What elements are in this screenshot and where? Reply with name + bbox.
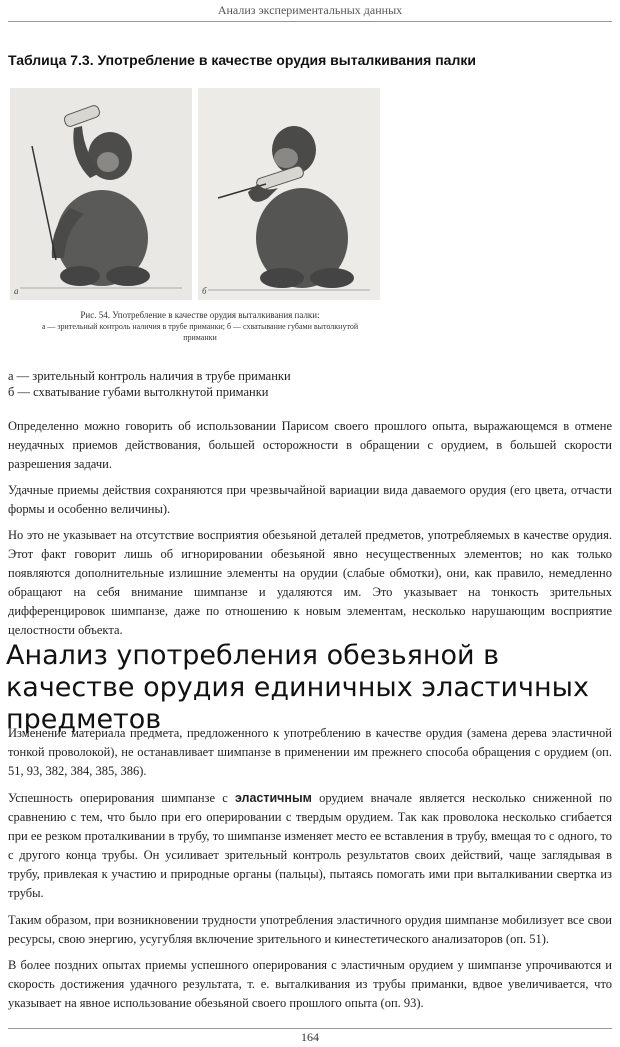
legend-item-b: б — схватывание губами вытолкнутой приманки [8, 385, 269, 399]
figure-legend [8, 368, 291, 400]
figure-caption-head: Рис. 54. Употребление в качестве орудия выталкивания палки: [80, 310, 320, 320]
paragraph-5 [8, 789, 612, 903]
footer-rule [8, 1028, 612, 1029]
paragraph-2: Удачные приемы действия сохраняются при чрезвычайной вариации вида даваемого орудия (его цвета, отчасти формы и особенно величины). [8, 483, 612, 516]
figure-panel-a [10, 88, 192, 300]
legend-item-a: а — зрительный контроль наличия в трубе приманки [8, 369, 291, 383]
paragraph-3: Но это не указывает на отсутствие восприятия обезьяной деталей предметов, употребляемых в качестве орудия. Этот факт говорит лишь об игнорировании обезьяной явно несущественных элементов; но как только появляются дополнительные излишние элементы на орудии (слабые обмотки), они, как правило, немедленно обращают на себя внимание шимпанзе и удаляются им. Это указывает на тонкость зрительных дифференцировок шимпанзе, даже по отношению к новым элементам, несколько нарушающим восприятие целостности объекта. [8, 528, 612, 637]
paragraph-7: В более поздних опытах приемы успешного оперирования с эластичным орудием у шимпанзе упрочиваются и скорость достижения удачного результата, т. е. выталкивания из трубы приманки, вдвое увеличивается, что указывает на явное использование обезьяной своего прошлого опыта (оп. 93). [8, 958, 612, 1010]
figure-panel-b [198, 88, 380, 300]
running-title: Анализ экспериментальных данных [217, 3, 403, 17]
page-number: 164 [301, 1030, 319, 1044]
paragraph-5-bold: эластичным [234, 791, 312, 805]
paragraph-5-rest: орудием вначале является несколько сниженной по сравнению с тем, что было при его оперировании с твердым орудием. Так как проволока несколько сгибается при ее резком проталкивании в трубу, то шимпанзе изменяет место ее вставления в трубу, вмещая то с одного, то с другого конца трубы. Он усиливает зрительный контроль результатов своих действий, чаще заглядывая в трубу, привлекая к участию и природные органы (пальцы), пытаясь помогать ими при выталкивании свертка из трубы. [8, 791, 613, 900]
paragraph-6: Таким образом, при возникновении трудности употребления эластичного орудия шимпанзе мобилизует все свои ресурсы, свою энергию, усугубляя включение зрительного и кинестетического анализаторов (оп. 51). [8, 913, 612, 946]
header-rule [8, 21, 612, 22]
table-title: Таблица 7.3. Употребление в качестве орудия выталкивания палки [8, 52, 476, 68]
chimpanzee-drawing-a-icon [10, 88, 192, 300]
paragraph-4: Изменение материала предмета, предложенного к употреблению в качестве орудия (замена дерева эластичной тонкой проволокой), не останавливает шимпанзе в применении им прежнего способа обращения с орудием (оп. 51, 93, 382, 384, 385, 386). [8, 726, 612, 778]
figure-caption [30, 310, 370, 343]
paragraph-1: Определенно можно говорить об использовании Парисом своего прошлого опыта, выражающемся в отмене неудачных приемов действования, большей осторожности в обращении с орудием, в большей скорости разрешения задачи. [8, 419, 612, 471]
chimpanzee-drawing-b-icon [198, 88, 380, 300]
figure-54 [10, 88, 380, 306]
figure-letter-a: а [14, 286, 19, 296]
section-heading: Анализ употребления обезьяной в качестве орудия единичных эластичных предметов [6, 640, 589, 735]
running-header [0, 0, 620, 22]
figure-letter-b: б [202, 286, 207, 296]
paragraph-5-start: Успешность оперирования шимпанзе с [8, 791, 235, 805]
figure-caption-body: а — зрительный контроль наличия в трубе приманки; б — схватывание губами вытолкнутой приманки [41, 322, 359, 342]
